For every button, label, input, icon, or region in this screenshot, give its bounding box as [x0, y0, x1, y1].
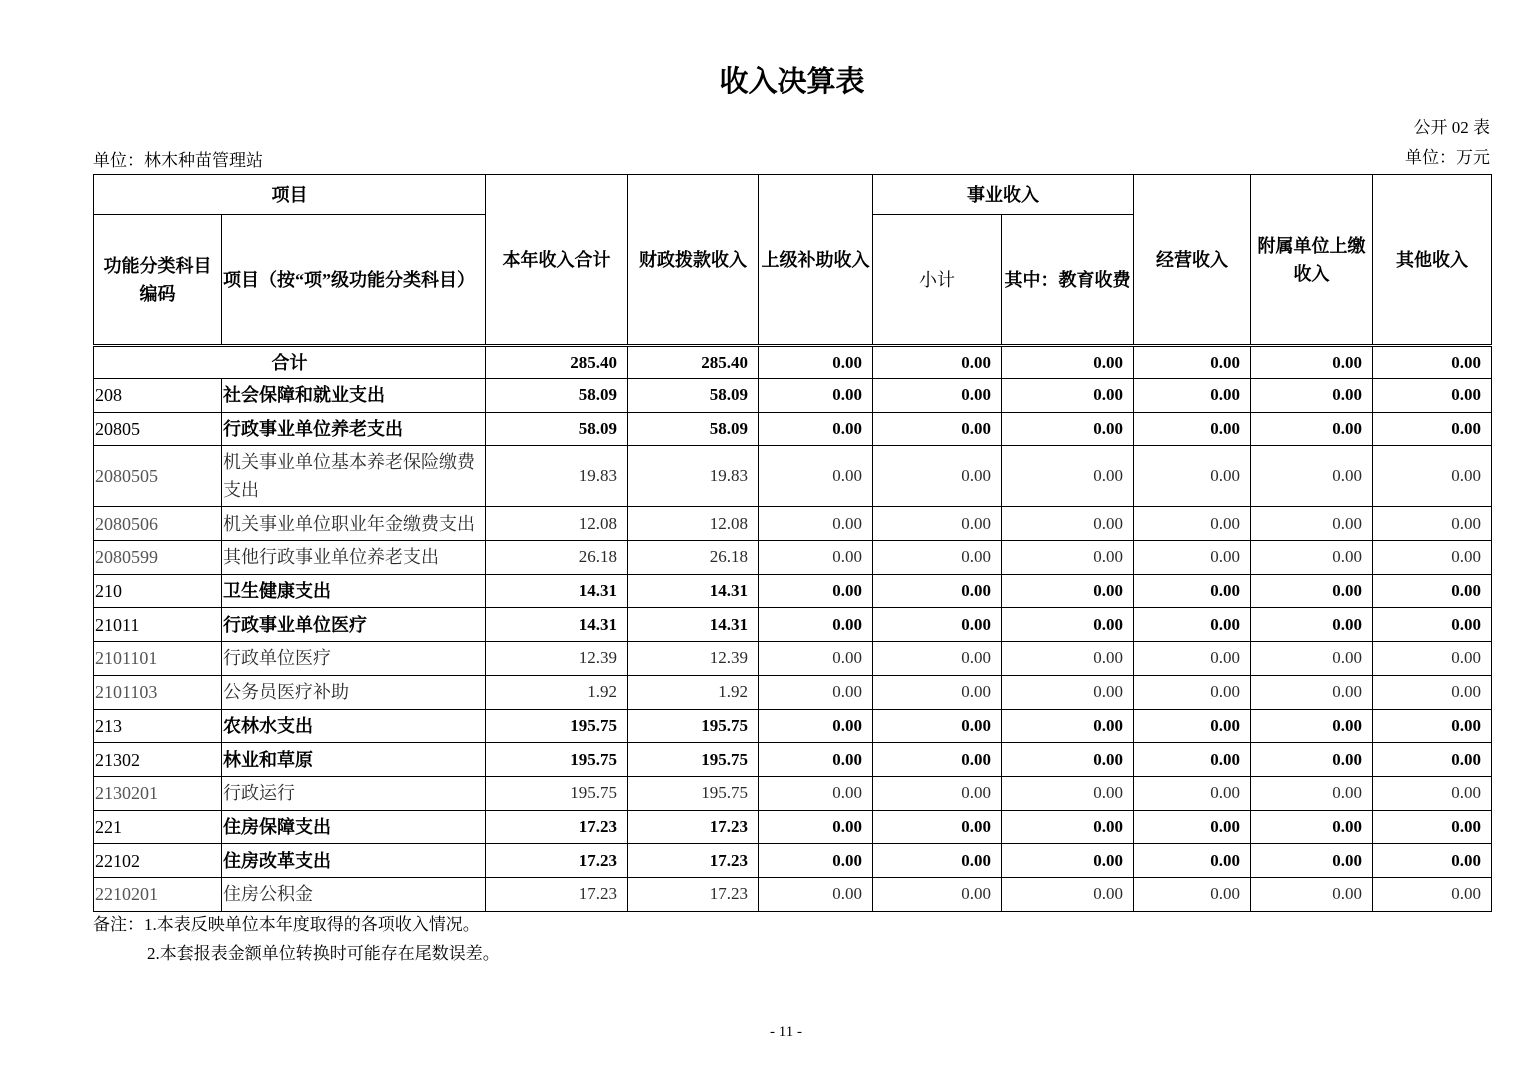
affiliated-income-cell: 0.00 — [1251, 541, 1373, 575]
row-name: 农林水支出 — [222, 709, 486, 743]
total-income-cell: 14.31 — [486, 608, 628, 642]
other-income-cell: 0.00 — [1373, 379, 1492, 413]
operating-income-cell: 0.00 — [1134, 776, 1251, 810]
other-income-cell: 0.00 — [1373, 574, 1492, 608]
header-affiliated-income: 附属单位上缴收入 — [1251, 175, 1373, 346]
business-subtotal-cell: 0.00 — [873, 541, 1002, 575]
other-income-cell: 0.00 — [1373, 844, 1492, 878]
affiliated-income-cell: 0.00 — [1251, 574, 1373, 608]
other-income-cell: 0.00 — [1373, 608, 1492, 642]
row-code: 2101101 — [94, 642, 222, 676]
fiscal-appropriation-cell: 195.75 — [628, 709, 759, 743]
superior-subsidy-cell: 0.00 — [759, 446, 873, 507]
superior-subsidy-cell: 0.00 — [759, 379, 873, 413]
superior-subsidy-cell: 0.00 — [759, 541, 873, 575]
fiscal-appropriation-cell: 14.31 — [628, 608, 759, 642]
operating-income-cell: 0.00 — [1134, 574, 1251, 608]
business-subtotal-cell: 0.00 — [873, 844, 1002, 878]
table-row — [94, 810, 1492, 844]
row-code: 2101103 — [94, 675, 222, 709]
total-label: 合计 — [94, 346, 486, 379]
operating-income-cell: 0.00 — [1134, 709, 1251, 743]
business-subtotal-cell: 0.00 — [873, 412, 1002, 446]
affiliated-income-cell: 0.00 — [1251, 675, 1373, 709]
education-fees-cell: 0.00 — [1002, 346, 1134, 379]
education-fees-cell: 0.00 — [1002, 675, 1134, 709]
row-code: 221 — [94, 810, 222, 844]
education-fees-cell: 0.00 — [1002, 642, 1134, 676]
education-fees-cell: 0.00 — [1002, 379, 1134, 413]
row-name: 住房公积金 — [222, 877, 486, 911]
total-income-cell: 17.23 — [486, 810, 628, 844]
row-code: 20805 — [94, 412, 222, 446]
superior-subsidy-cell: 0.00 — [759, 776, 873, 810]
row-name: 行政事业单位养老支出 — [222, 412, 486, 446]
affiliated-income-cell: 0.00 — [1251, 346, 1373, 379]
education-fees-cell: 0.00 — [1002, 507, 1134, 541]
row-name: 行政运行 — [222, 776, 486, 810]
operating-income-cell: 0.00 — [1134, 810, 1251, 844]
row-name: 行政事业单位医疗 — [222, 608, 486, 642]
operating-income-cell: 0.00 — [1134, 446, 1251, 507]
reporting-unit: 单位：林木种苗管理站 — [93, 151, 263, 170]
row-code: 2130201 — [94, 776, 222, 810]
table-row — [94, 541, 1492, 575]
fiscal-appropriation-cell: 17.23 — [628, 844, 759, 878]
row-name: 其他行政事业单位养老支出 — [222, 541, 486, 575]
business-subtotal-cell: 0.00 — [873, 446, 1002, 507]
header-name: 项目（按“项”级功能分类科目） — [222, 215, 486, 346]
header-code: 功能分类科目编码 — [94, 215, 222, 346]
operating-income-cell: 0.00 — [1134, 844, 1251, 878]
total-income-cell: 285.40 — [486, 346, 628, 379]
education-fees-cell: 0.00 — [1002, 541, 1134, 575]
table-row — [94, 379, 1492, 413]
operating-income-cell: 0.00 — [1134, 541, 1251, 575]
operating-income-cell: 0.00 — [1134, 675, 1251, 709]
other-income-cell: 0.00 — [1373, 709, 1492, 743]
header-education-fees: 其中：教育收费 — [1002, 215, 1134, 346]
fiscal-appropriation-cell: 17.23 — [628, 877, 759, 911]
affiliated-income-cell: 0.00 — [1251, 810, 1373, 844]
affiliated-income-cell: 0.00 — [1251, 877, 1373, 911]
fiscal-appropriation-cell: 195.75 — [628, 743, 759, 777]
business-subtotal-cell: 0.00 — [873, 379, 1002, 413]
total-row — [94, 346, 1492, 379]
other-income-cell: 0.00 — [1373, 541, 1492, 575]
header-superior-subsidy: 上级补助收入 — [759, 175, 873, 346]
row-code: 2080599 — [94, 541, 222, 575]
superior-subsidy-cell: 0.00 — [759, 642, 873, 676]
superior-subsidy-cell: 0.00 — [759, 346, 873, 379]
education-fees-cell: 0.00 — [1002, 709, 1134, 743]
business-subtotal-cell: 0.00 — [873, 675, 1002, 709]
row-name: 机关事业单位基本养老保险缴费支出 — [222, 446, 486, 507]
row-code: 22102 — [94, 844, 222, 878]
table-body — [94, 346, 1492, 912]
total-income-cell: 1.92 — [486, 675, 628, 709]
row-name: 卫生健康支出 — [222, 574, 486, 608]
fiscal-appropriation-cell: 58.09 — [628, 379, 759, 413]
education-fees-cell: 0.00 — [1002, 844, 1134, 878]
other-income-cell: 0.00 — [1373, 743, 1492, 777]
operating-income-cell: 0.00 — [1134, 412, 1251, 446]
total-income-cell: 58.09 — [486, 379, 628, 413]
row-code: 210 — [94, 574, 222, 608]
table-row — [94, 709, 1492, 743]
header-other-income: 其他收入 — [1373, 175, 1492, 346]
table-row — [94, 507, 1492, 541]
total-income-cell: 19.83 — [486, 446, 628, 507]
total-income-cell: 17.23 — [486, 844, 628, 878]
affiliated-income-cell: 0.00 — [1251, 608, 1373, 642]
business-subtotal-cell: 0.00 — [873, 743, 1002, 777]
table-row — [94, 776, 1492, 810]
superior-subsidy-cell: 0.00 — [759, 574, 873, 608]
total-income-cell: 58.09 — [486, 412, 628, 446]
superior-subsidy-cell: 0.00 — [759, 709, 873, 743]
table-row — [94, 446, 1492, 507]
superior-subsidy-cell: 0.00 — [759, 608, 873, 642]
row-code: 2080505 — [94, 446, 222, 507]
operating-income-cell: 0.00 — [1134, 379, 1251, 413]
total-income-cell: 26.18 — [486, 541, 628, 575]
other-income-cell: 0.00 — [1373, 675, 1492, 709]
other-income-cell: 0.00 — [1373, 412, 1492, 446]
business-subtotal-cell: 0.00 — [873, 608, 1002, 642]
total-income-cell: 14.31 — [486, 574, 628, 608]
document-title: 收入决算表 — [719, 66, 865, 98]
table-row — [94, 743, 1492, 777]
operating-income-cell: 0.00 — [1134, 507, 1251, 541]
education-fees-cell: 0.00 — [1002, 776, 1134, 810]
superior-subsidy-cell: 0.00 — [759, 743, 873, 777]
table-row — [94, 642, 1492, 676]
fiscal-appropriation-cell: 1.92 — [628, 675, 759, 709]
row-name: 林业和草原 — [222, 743, 486, 777]
superior-subsidy-cell: 0.00 — [759, 810, 873, 844]
fiscal-appropriation-cell: 17.23 — [628, 810, 759, 844]
operating-income-cell: 0.00 — [1134, 346, 1251, 379]
business-subtotal-cell: 0.00 — [873, 642, 1002, 676]
superior-subsidy-cell: 0.00 — [759, 877, 873, 911]
total-income-cell: 195.75 — [486, 743, 628, 777]
total-income-cell: 195.75 — [486, 776, 628, 810]
operating-income-cell: 0.00 — [1134, 608, 1251, 642]
other-income-cell: 0.00 — [1373, 507, 1492, 541]
business-subtotal-cell: 0.00 — [873, 574, 1002, 608]
affiliated-income-cell: 0.00 — [1251, 743, 1373, 777]
form-number: 公开 02 表 — [1413, 118, 1490, 137]
operating-income-cell: 0.00 — [1134, 743, 1251, 777]
fiscal-appropriation-cell: 58.09 — [628, 412, 759, 446]
other-income-cell: 0.00 — [1373, 810, 1492, 844]
total-income-cell: 195.75 — [486, 709, 628, 743]
business-subtotal-cell: 0.00 — [873, 810, 1002, 844]
operating-income-cell: 0.00 — [1134, 877, 1251, 911]
affiliated-income-cell: 0.00 — [1251, 446, 1373, 507]
row-name: 社会保障和就业支出 — [222, 379, 486, 413]
total-income-cell: 12.39 — [486, 642, 628, 676]
fiscal-appropriation-cell: 19.83 — [628, 446, 759, 507]
header-business-income: 事业收入 — [873, 175, 1134, 215]
business-subtotal-cell: 0.00 — [873, 709, 1002, 743]
header-total-income: 本年收入合计 — [486, 175, 628, 346]
row-name: 机关事业单位职业年金缴费支出 — [222, 507, 486, 541]
affiliated-income-cell: 0.00 — [1251, 412, 1373, 446]
row-name: 住房保障支出 — [222, 810, 486, 844]
row-name: 行政单位医疗 — [222, 642, 486, 676]
table-row — [94, 844, 1492, 878]
table-row — [94, 675, 1492, 709]
affiliated-income-cell: 0.00 — [1251, 379, 1373, 413]
header-fiscal-appropriation: 财政拨款收入 — [628, 175, 759, 346]
row-name: 住房改革支出 — [222, 844, 486, 878]
fiscal-appropriation-cell: 195.75 — [628, 776, 759, 810]
fiscal-appropriation-cell: 285.40 — [628, 346, 759, 379]
row-code: 2080506 — [94, 507, 222, 541]
currency-unit: 单位：万元 — [1405, 148, 1490, 167]
row-name: 公务员医疗补助 — [222, 675, 486, 709]
row-code: 21302 — [94, 743, 222, 777]
education-fees-cell: 0.00 — [1002, 810, 1134, 844]
header-operating-income: 经营收入 — [1134, 175, 1251, 346]
note-line-2: 2.本套报表金额单位转换时可能存在尾数误差。 — [147, 944, 500, 963]
fiscal-appropriation-cell: 14.31 — [628, 574, 759, 608]
education-fees-cell: 0.00 — [1002, 574, 1134, 608]
education-fees-cell: 0.00 — [1002, 877, 1134, 911]
income-table — [93, 174, 1492, 912]
header-row-top — [94, 175, 1492, 215]
header-subtotal: 小计 — [873, 215, 1002, 346]
education-fees-cell: 0.00 — [1002, 412, 1134, 446]
business-subtotal-cell: 0.00 — [873, 507, 1002, 541]
row-code: 21011 — [94, 608, 222, 642]
row-code: 208 — [94, 379, 222, 413]
education-fees-cell: 0.00 — [1002, 608, 1134, 642]
fiscal-appropriation-cell: 12.39 — [628, 642, 759, 676]
affiliated-income-cell: 0.00 — [1251, 642, 1373, 676]
business-subtotal-cell: 0.00 — [873, 346, 1002, 379]
superior-subsidy-cell: 0.00 — [759, 675, 873, 709]
note-line-1: 备注：1.本表反映单位本年度取得的各项收入情况。 — [93, 915, 480, 934]
operating-income-cell: 0.00 — [1134, 642, 1251, 676]
fiscal-appropriation-cell: 26.18 — [628, 541, 759, 575]
fiscal-appropriation-cell: 12.08 — [628, 507, 759, 541]
table-row — [94, 877, 1492, 911]
row-code: 213 — [94, 709, 222, 743]
other-income-cell: 0.00 — [1373, 776, 1492, 810]
other-income-cell: 0.00 — [1373, 642, 1492, 676]
table-row — [94, 412, 1492, 446]
row-code: 2210201 — [94, 877, 222, 911]
affiliated-income-cell: 0.00 — [1251, 709, 1373, 743]
affiliated-income-cell: 0.00 — [1251, 776, 1373, 810]
education-fees-cell: 0.00 — [1002, 446, 1134, 507]
page-number: - 11 - — [770, 1024, 802, 1040]
header-project: 项目 — [94, 175, 486, 215]
education-fees-cell: 0.00 — [1002, 743, 1134, 777]
superior-subsidy-cell: 0.00 — [759, 844, 873, 878]
superior-subsidy-cell: 0.00 — [759, 507, 873, 541]
other-income-cell: 0.00 — [1373, 346, 1492, 379]
business-subtotal-cell: 0.00 — [873, 877, 1002, 911]
total-income-cell: 12.08 — [486, 507, 628, 541]
affiliated-income-cell: 0.00 — [1251, 844, 1373, 878]
superior-subsidy-cell: 0.00 — [759, 412, 873, 446]
other-income-cell: 0.00 — [1373, 877, 1492, 911]
business-subtotal-cell: 0.00 — [873, 776, 1002, 810]
total-income-cell: 17.23 — [486, 877, 628, 911]
table-row — [94, 608, 1492, 642]
table-header — [94, 175, 1492, 346]
table-row — [94, 574, 1492, 608]
affiliated-income-cell: 0.00 — [1251, 507, 1373, 541]
other-income-cell: 0.00 — [1373, 446, 1492, 507]
